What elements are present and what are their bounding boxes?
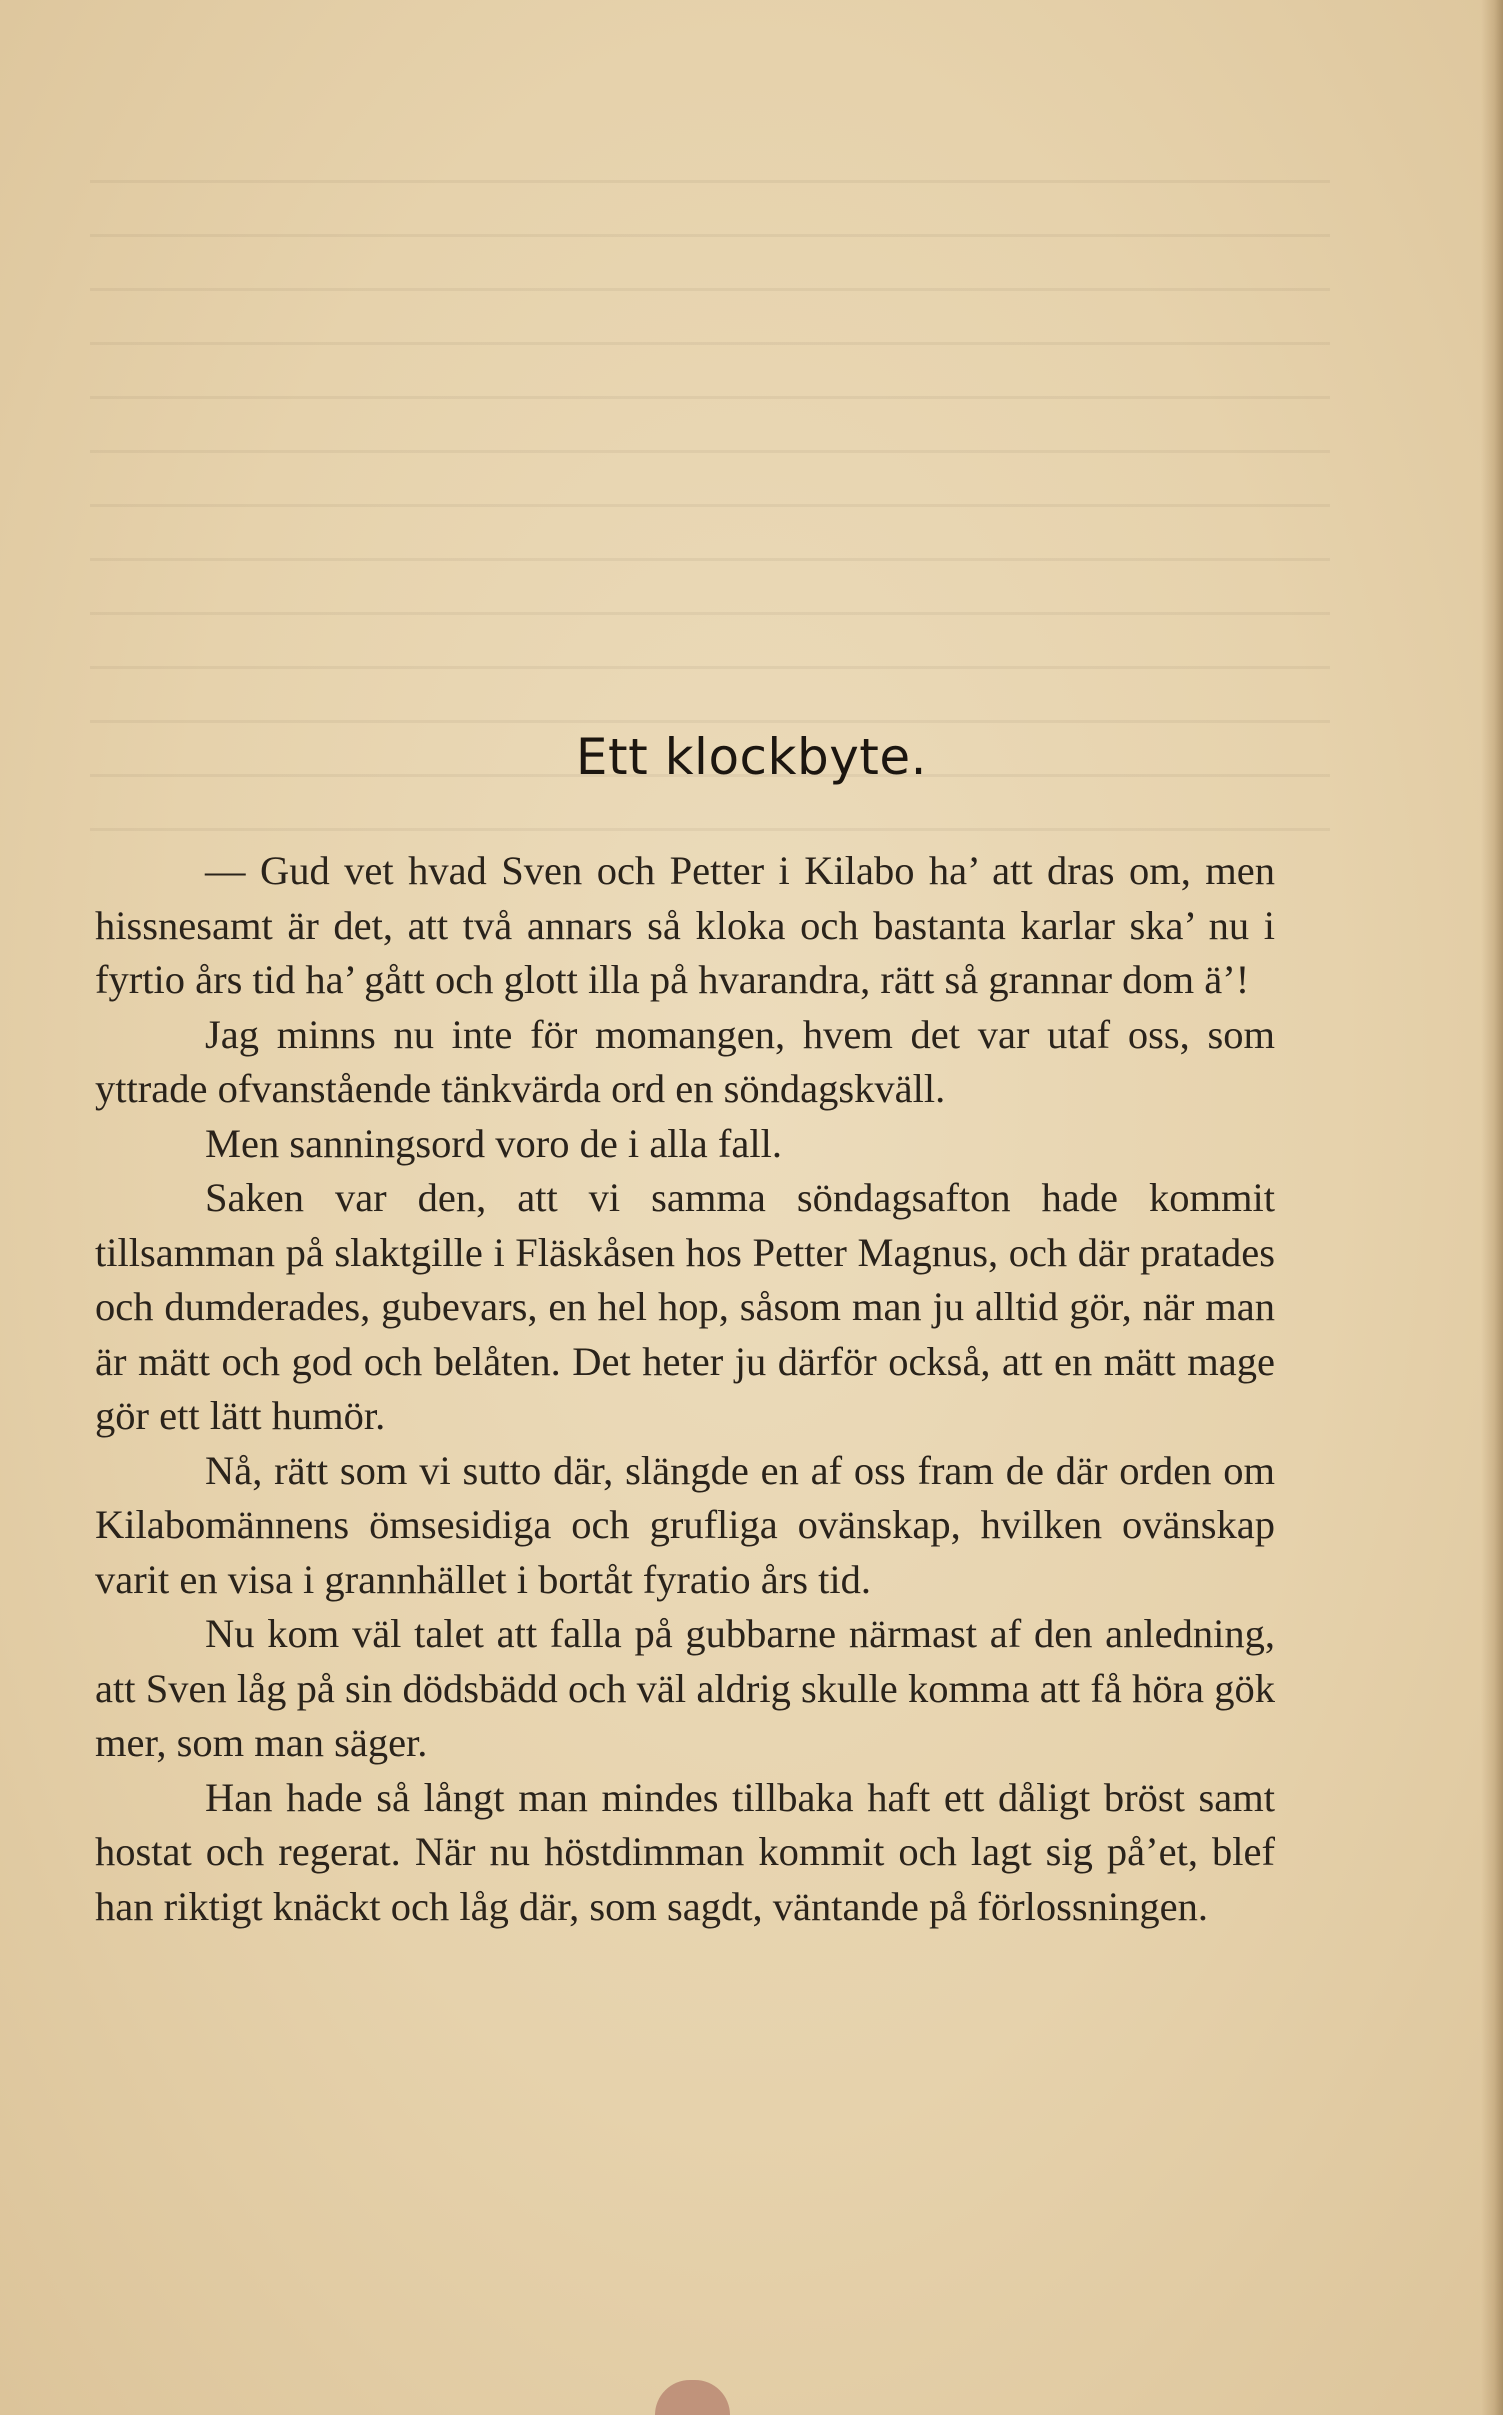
ink-stain xyxy=(655,2380,730,2415)
chapter-title: Ett klockbyte. xyxy=(575,728,928,786)
body-text xyxy=(95,844,1275,1934)
paragraph-4: Saken var den, att vi samma söndagsafton hade kommit tillsamman på slaktgille i Fläskåsen hos Petter Magnus, och där pratades och dumderades, gubevars, en hel hop, såsom man ju alltid gör, när man är mätt och god och belåten. Det heter ju därför också, att en mätt mage gör ett lätt humör. xyxy=(95,1175,1275,1438)
paragraph-7: Han hade så långt man mindes tillbaka haft ett dåligt bröst samt hostat och regerat. När nu höstdimman kommit och lagt sig på’et, blef han riktigt knäckt och låg där, som sagdt, väntande på förlossningen. xyxy=(95,1774,1275,1929)
page-edge-shadow xyxy=(1481,0,1503,2415)
paragraph-5: Nå, rätt som vi sutto där, slängde en af oss fram de där orden om Kilabomännens ömsesidiga och grufliga ovänskap, hvilken ovänskap varit en visa i grannhället i bortåt fyratio års tid. xyxy=(95,1447,1275,1602)
paragraph-3: Men sanningsord voro de i alla fall. xyxy=(205,1120,782,1166)
paragraph-6: Nu kom väl talet att falla på gubbarne närmast af den anledning, att Sven låg på sin dödsbädd och väl aldrig skulle komma att få höra gök mer, som man säger. xyxy=(95,1611,1275,1765)
paragraph-1: — Gud vet hvad Sven och Petter i Kilabo ha’ att dras om, men hissnesamt är det, att två annars så kloka och bastanta karlar ska’ nu i fyrtio års tid ha’ gått och glott illa på hvarandra, rätt så grannar dom ä’! xyxy=(95,848,1275,1002)
paragraph-2: Jag minns nu inte för momangen, hvem det var utaf oss, som yttrade ofvanstående tänkvärda ord en söndagskväll. xyxy=(95,1011,1275,1111)
